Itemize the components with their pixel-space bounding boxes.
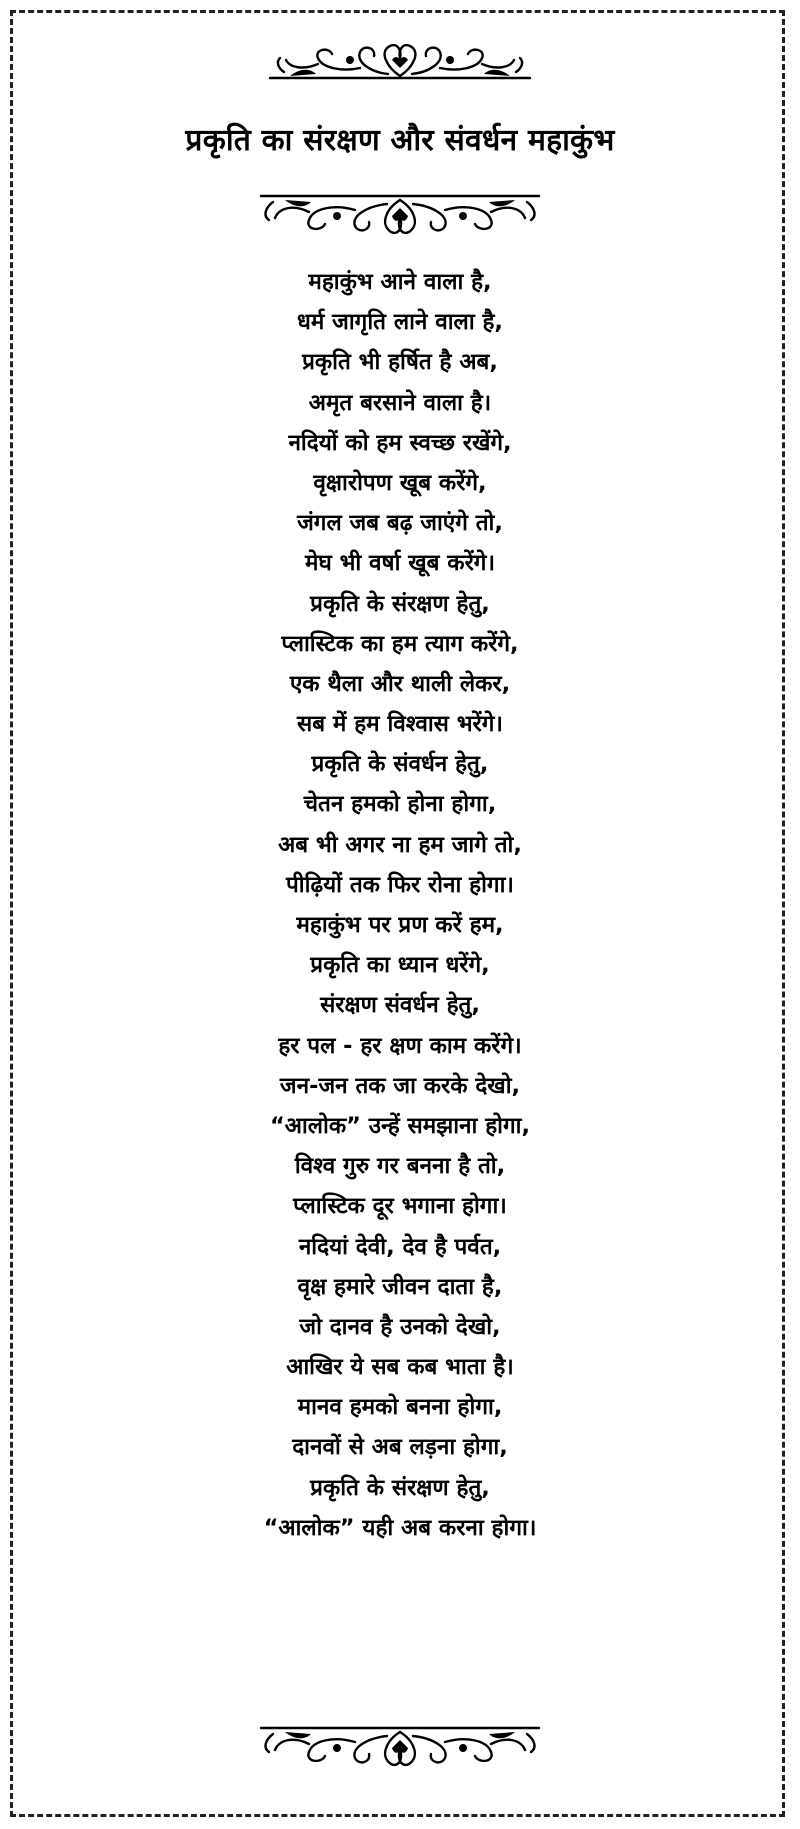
page-title: प्रकृति का संरक्षण और संवर्धन महाकुंभ: [185, 123, 615, 158]
scroll-flourish-icon: [255, 1722, 545, 1772]
poem-line: जो दानव है उनको देखो,: [299, 1313, 501, 1340]
poem-line: प्रकृति भी हर्षित है अब,: [302, 349, 498, 376]
poem-line: आखिर ये सब कब भाता है।: [286, 1354, 514, 1381]
scroll-flourish-icon: [255, 190, 545, 240]
poem-line: “आलोक” यही अब करना होगा।: [263, 1514, 537, 1541]
title-underline-ornament: [0, 190, 800, 240]
poem-line: विश्व गुरु गर बनना है तो,: [294, 1153, 506, 1180]
poem-line: प्रकृति के संरक्षण हेतु,: [310, 590, 490, 617]
poem-line: वृक्ष हमारे जीवन दाता है,: [297, 1273, 503, 1300]
poem-line: प्रकृति का ध्यान धरेंगे,: [310, 952, 490, 979]
poem-line: सब में हम विश्वास भरेंगे।: [297, 711, 503, 738]
poem-line: जंगल जब बढ़ जाएंगे तो,: [297, 510, 503, 537]
poem-line: पीढ़ियों तक फिर रोना होगा।: [286, 871, 514, 898]
poem-line: एक थैला और थाली लेकर,: [289, 670, 511, 697]
poem-line: महाकुंभ आने वाला है,: [308, 269, 492, 295]
poem-line: नदियों को हम स्वच्छ रखेंगे,: [288, 429, 512, 456]
poem-line: हर पल - हर क्षण काम करेंगे।: [278, 1032, 522, 1059]
poem-line: प्लास्टिक का हम त्याग करेंगे,: [281, 630, 519, 657]
scroll-flourish-icon: [260, 38, 540, 86]
poem-line: वृक्षारोपण खूब करेंगे,: [313, 469, 487, 496]
poem-line: धर्म जागृति लाने वाला है,: [297, 309, 503, 336]
top-ornament: [0, 38, 800, 86]
poem-line: मेघ भी वर्षा खूब करेंगे।: [304, 550, 495, 577]
poem-line: “आलोक” उन्हें समझाना होगा,: [269, 1112, 531, 1139]
poem-line: प्रकृति के संवर्धन हेतु,: [311, 751, 489, 778]
poem-line: जन-जन तक जा करके देखो,: [279, 1072, 521, 1099]
poem-line: अब भी अगर ना हम जागे तो,: [278, 831, 522, 858]
poem-line: दानवों से अब लड़ना होगा,: [292, 1434, 508, 1461]
poem-line: संरक्षण संवर्धन हेतु,: [320, 992, 480, 1019]
poem-line: प्लास्टिक दूर भगाना होगा।: [293, 1193, 507, 1220]
bottom-ornament: [0, 1722, 800, 1772]
poem-line: महाकुंभ पर प्रण करें हम,: [296, 912, 504, 938]
poem-body: [0, 262, 800, 1548]
poem-line: प्रकृति के संरक्षण हेतु,: [310, 1474, 490, 1501]
poem-line: मानव हमको बनना होगा,: [297, 1394, 503, 1421]
poem-line: नदियां देवी, देव है पर्वत,: [298, 1233, 502, 1260]
poem-line: चेतन हमको होना होगा,: [303, 791, 497, 818]
poem-line: अमृत बरसाने वाला है।: [308, 389, 492, 416]
